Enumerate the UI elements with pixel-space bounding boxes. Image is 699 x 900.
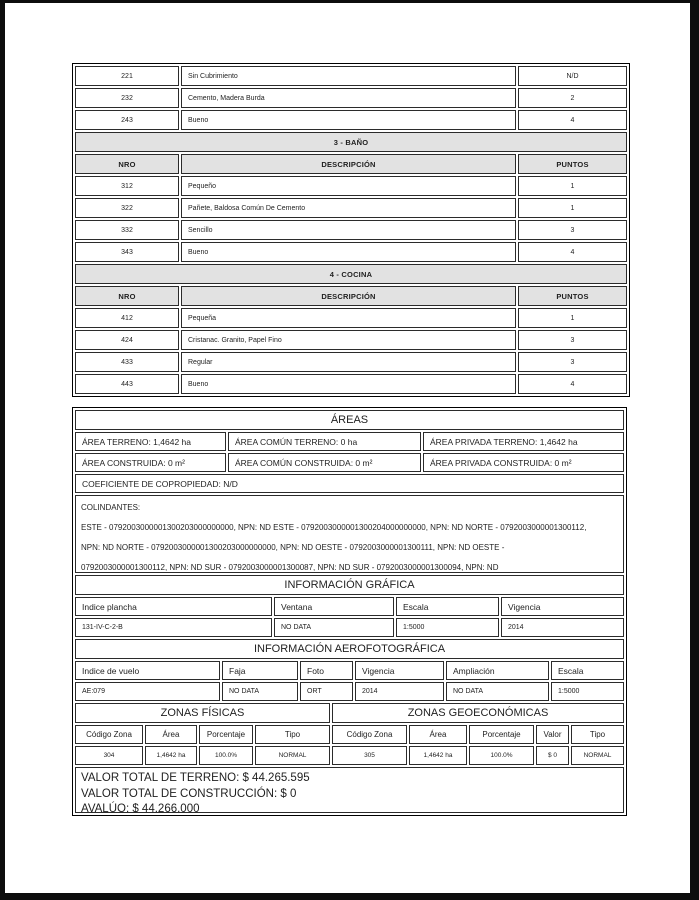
col-header-puntos: PUNTOS [518,286,627,306]
info-aero-header-row [75,661,624,680]
area-comun-construida: ÁREA COMÚN CONSTRUIDA: 0 m² [228,453,421,472]
zg-header-valor: Valor [536,725,569,744]
area-construida-row [75,453,624,472]
descripcion-cell: Cristanac. Granito, Papel Fino [181,330,516,350]
zg-value-codigo: 305 [332,746,407,765]
table-row [75,110,627,130]
puntos-cell: 2 [518,88,627,108]
zg-value-tipo: NORMAL [571,746,624,765]
valor-total-terreno: VALOR TOTAL DE TERRENO: $ 44.265.595 [81,772,310,784]
info-aero-value-row [75,682,624,701]
colindantes-row [75,495,624,573]
puntos-cell: 3 [518,220,627,240]
nro-cell: 243 [75,110,179,130]
colindantes-block [75,495,624,573]
column-header-row [75,154,627,174]
area-privada-construida: ÁREA PRIVADA CONSTRUIDA: 0 m² [423,453,624,472]
descripcion-cell: Regular [181,352,516,372]
zg-value-valor: $ 0 [536,746,569,765]
table-row [75,66,627,86]
document-page [5,3,690,893]
descripcion-cell: Pañete, Baldosa Común De Cemento [181,198,516,218]
puntos-cell: 1 [518,308,627,328]
descripcion-cell: Sencillo [181,220,516,240]
value-vigencia: 2014 [501,618,624,637]
zonas-header-row [75,725,624,744]
descripcion-cell: Bueno [181,110,516,130]
col-header-descripcion: DESCRIPCIÓN [181,286,516,306]
puntos-cell: 3 [518,352,627,372]
column-header-row [75,286,627,306]
colindantes-label: COLINDANTES: [81,503,141,512]
puntos-cell: N/D [518,66,627,86]
section-title-row [75,132,627,152]
nro-cell: 412 [75,308,179,328]
header-ventana: Ventana [274,597,394,616]
descripcion-cell: Bueno [181,242,516,262]
table-row [75,88,627,108]
table-row [75,374,627,394]
nro-cell: 332 [75,220,179,240]
zf-header-tipo: Tipo [255,725,330,744]
zf-header-porcentaje: Porcentaje [199,725,253,744]
descripcion-cell: Pequeña [181,308,516,328]
header-vigencia-aero: Vigencia [355,661,444,680]
nro-cell: 443 [75,374,179,394]
info-grafica-title-row [75,575,624,595]
table-row [75,242,627,262]
zf-value-codigo: 304 [75,746,143,765]
zonas-title-row [75,703,624,723]
value-indice-vuelo: AE:079 [75,682,220,701]
info-grafica-title: INFORMACIÓN GRÁFICA [75,575,624,595]
area-privada-terreno: ÁREA PRIVADA TERRENO: 1,4642 ha [423,432,624,451]
avaluo: AVALÚO: $ 44.266.000 [81,803,200,813]
descripcion-cell: Cemento, Madera Burda [181,88,516,108]
ratings-table [72,63,630,397]
area-terreno: ÁREA TERRENO: 1,4642 ha [75,432,226,451]
nro-cell: 424 [75,330,179,350]
header-foto: Foto [300,661,353,680]
zg-value-area: 1,4642 ha [409,746,467,765]
nro-cell: 433 [75,352,179,372]
zg-header-porcentaje: Porcentaje [469,725,534,744]
descripcion-cell: Sin Cubrimiento [181,66,516,86]
puntos-cell: 1 [518,176,627,196]
value-ventana: NO DATA [274,618,394,637]
col-header-puntos: PUNTOS [518,154,627,174]
info-grafica-header-row [75,597,624,616]
puntos-cell: 4 [518,242,627,262]
value-ampliacion: NO DATA [446,682,549,701]
puntos-cell: 4 [518,374,627,394]
zf-value-porcentaje: 100.0% [199,746,253,765]
value-faja: NO DATA [222,682,298,701]
value-foto: ORT [300,682,353,701]
descripcion-cell: Pequeño [181,176,516,196]
area-terreno-row [75,432,624,451]
zonas-value-row [75,746,624,765]
area-comun-terreno: ÁREA COMÚN TERRENO: 0 ha [228,432,421,451]
info-grafica-value-row [75,618,624,637]
totales-row [75,767,624,813]
header-indice-vuelo: Indice de vuelo [75,661,220,680]
table-row [75,220,627,240]
table-row [75,330,627,350]
zg-value-porcentaje: 100.0% [469,746,534,765]
zf-header-codigo: Código Zona [75,725,143,744]
zg-header-codigo: Código Zona [332,725,407,744]
zonas-geo-title: ZONAS GEOECONÓMICAS [332,703,624,723]
col-header-nro: NRO [75,286,179,306]
table-row [75,198,627,218]
totales-block [75,767,624,813]
info-aero-title: INFORMACIÓN AEROFOTOGRÁFICA [75,639,624,659]
zg-header-area: Área [409,725,467,744]
nro-cell: 312 [75,176,179,196]
nro-cell: 343 [75,242,179,262]
descripcion-cell: Bueno [181,374,516,394]
zg-header-tipo: Tipo [571,725,624,744]
table-row [75,352,627,372]
col-header-descripcion: DESCRIPCIÓN [181,154,516,174]
value-indice-plancha: 131-IV-C-2-B [75,618,272,637]
nro-cell: 322 [75,198,179,218]
header-escala: Escala [396,597,499,616]
header-escala-aero: Escala [551,661,624,680]
puntos-cell: 3 [518,330,627,350]
puntos-cell: 1 [518,198,627,218]
colindantes-line: NPN: ND NORTE - 0792003000001300203000000000, NPN: ND OESTE - 0792003000001300111, NPN: ND OESTE - [81,543,505,552]
areas-title-row [75,410,624,430]
area-construida: ÁREA CONSTRUIDA: 0 m² [75,453,226,472]
section-title-row [75,264,627,284]
section-title-bano: 3 - BAÑO [75,132,627,152]
header-ampliacion: Ampliación [446,661,549,680]
zf-value-area: 1,4642 ha [145,746,197,765]
header-indice-plancha: Indice plancha [75,597,272,616]
info-aero-title-row [75,639,624,659]
header-vigencia: Vigencia [501,597,624,616]
col-header-nro: NRO [75,154,179,174]
puntos-cell: 4 [518,110,627,130]
nro-cell: 221 [75,66,179,86]
value-vigencia-aero: 2014 [355,682,444,701]
zf-value-tipo: NORMAL [255,746,330,765]
section-title-cocina: 4 - COCINA [75,264,627,284]
nro-cell: 232 [75,88,179,108]
coeficiente-row [75,474,624,493]
areas-table [72,407,627,816]
value-escala-aero: 1:5000 [551,682,624,701]
zf-header-area: Área [145,725,197,744]
valor-total-construccion: VALOR TOTAL DE CONSTRUCCIÓN: $ 0 [81,787,297,800]
zonas-fisicas-title: ZONAS FÍSICAS [75,703,330,723]
colindantes-line: ESTE - 0792003000001300203000000000, NPN: ND ESTE - 0792003000001300204000000000, NPN: ND NORTE - 0792003000001300112, [81,523,587,532]
table-row [75,176,627,196]
header-faja: Faja [222,661,298,680]
value-escala: 1:5000 [396,618,499,637]
areas-title: ÁREAS [75,410,624,430]
coeficiente-copropiedad: COEFICIENTE DE COPROPIEDAD: N/D [75,474,624,493]
table-row [75,308,627,328]
colindantes-line: 0792003000001300112, NPN: ND SUR - 0792003000001300087, NPN: ND SUR - 0792003000001300094, NPN: ND [81,563,499,572]
